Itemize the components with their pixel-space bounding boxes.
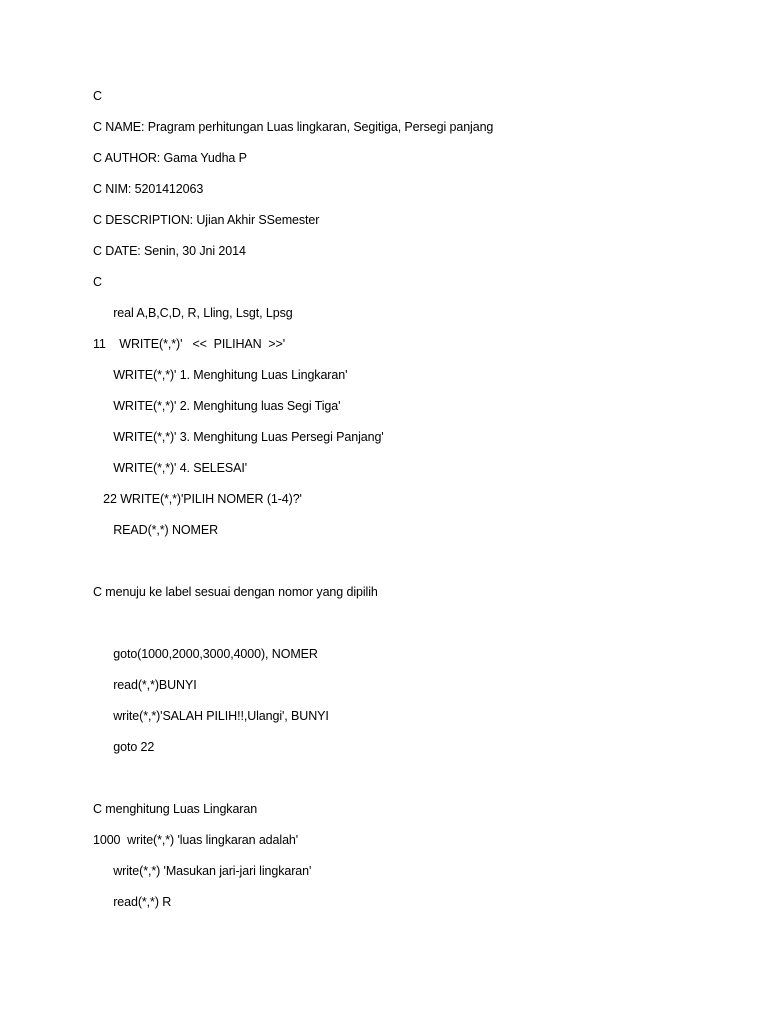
code-line-21: C menghitung Luas Lingkaran [93, 802, 258, 816]
code-line-11: WRITE(*,*)' 2. Menghitung luas Segi Tiga' [93, 399, 341, 413]
code-line-3: C AUTHOR: Gama Yudha P [93, 151, 247, 165]
code-line-16: C menuju ke label sesuai dengan nomor yang dipilih [93, 585, 378, 599]
code-line-7: C [93, 275, 102, 289]
code-line-23: write(*,*) 'Masukan jari-jari lingkaran' [93, 864, 312, 878]
code-line-2: C NAME: Pragram perhitungan Luas lingkaran, Segitiga, Persegi panjang [93, 120, 494, 134]
code-line-24: read(*,*) R [93, 895, 172, 909]
code-line-8: real A,B,C,D, R, Lling, Lsgt, Lpsg [93, 306, 293, 320]
code-line-9: 11 WRITE(*,*)' << PILIHAN >>' [93, 337, 285, 351]
code-line-5: C DESCRIPTION: Ujian Akhir SSemester [93, 213, 320, 227]
code-line-12: WRITE(*,*)' 3. Menghitung Luas Persegi Panjang' [93, 430, 384, 444]
code-line-15: READ(*,*) NOMER [93, 523, 218, 537]
code-line-14: 22 WRITE(*,*)'PILIH NOMER (1-4)?' [93, 492, 302, 506]
code-line-10: WRITE(*,*)' 1. Menghitung Luas Lingkaran' [93, 368, 348, 382]
code-line-18: read(*,*)BUNYI [93, 678, 197, 692]
code-line-6: C DATE: Senin, 30 Jni 2014 [93, 244, 246, 258]
code-line-1: C [93, 89, 102, 103]
code-line-19: write(*,*)'SALAH PILIH!!,Ulangi', BUNYI [93, 709, 329, 723]
code-line-20: goto 22 [93, 740, 155, 754]
code-line-17: goto(1000,2000,3000,4000), NOMER [93, 647, 318, 661]
code-line-13: WRITE(*,*)' 4. SELESAI' [93, 461, 247, 475]
code-line-4: C NIM: 5201412063 [93, 182, 204, 196]
code-line-22: 1000 write(*,*) 'luas lingkaran adalah' [93, 833, 299, 847]
